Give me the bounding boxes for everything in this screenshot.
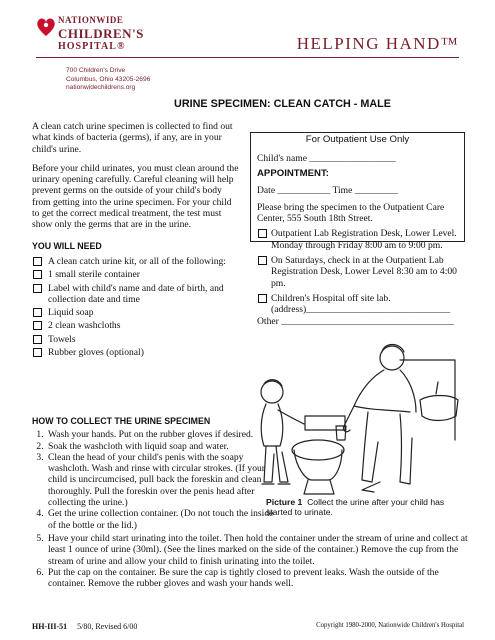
step-item: 2. Soak the washcloth with liquid soap and water. xyxy=(46,441,280,452)
org-line-2: CHILDREN'S xyxy=(58,26,144,41)
need-item: Liquid soap xyxy=(32,307,240,318)
parent-and-child-illustration xyxy=(250,330,460,500)
figure-caption xyxy=(266,497,466,517)
howto-steps-continued xyxy=(32,533,470,589)
figure-label: Picture 1 xyxy=(266,497,303,507)
checkbox-icon xyxy=(33,257,42,266)
header-divider xyxy=(36,57,459,58)
checkbox-icon xyxy=(33,308,42,317)
address-line: 700 Children's Drive xyxy=(66,67,126,74)
step-item: 1. Wash your hands. Put on the rubber gloves if desired. xyxy=(46,429,280,440)
bring-specimen-text: Please bring the specimen to the Outpatient Care Center, 555 South 18th Street. xyxy=(257,201,445,225)
checkbox-icon xyxy=(33,284,42,293)
document-code: HH-III-51 xyxy=(32,622,68,631)
checkbox-icon xyxy=(33,270,42,279)
need-item: 1 small sterile container xyxy=(32,269,240,280)
date-time-field: Date ___________ Time _________ xyxy=(257,184,398,196)
outpatient-heading: For Outpatient Use Only xyxy=(305,134,410,145)
howto-heading: HOW TO COLLECT THE URINE SPECIMEN xyxy=(32,416,211,426)
org-line-3: HOSPITAL® xyxy=(58,41,126,52)
checkbox-icon xyxy=(258,294,267,303)
step-item: 5. Have your child start urinating into the toilet. Then hold the container under the stream of urine and collect at least 1 ounce of urine (30ml). (See the lines marked on the side of the container.) Remove the cup from the stream of urine and allow your child to finish urinating into the toilet. xyxy=(46,533,470,567)
brand-title: HELPING HAND™ xyxy=(296,34,459,53)
location-option: On Saturdays, check in at the Outpatient Lab Registration Desk, Lower Level 8:30 am to 4:00 pm. xyxy=(257,255,457,289)
checkbox-icon xyxy=(33,321,42,330)
need-item: A clean catch urine kit, or all of the following: xyxy=(32,256,240,267)
page-footer xyxy=(32,622,464,631)
copyright-text: Copyright 1980-2000, Nationwide Children's Hospital xyxy=(316,622,464,629)
outpatient-column xyxy=(257,153,457,331)
location-option: Outpatient Lab Registration Desk, Lower Level. Monday through Friday 8:00 am to 9:00 pm. xyxy=(257,228,457,251)
appointment-heading: APPOINTMENT: xyxy=(257,168,329,180)
need-item: Towels xyxy=(32,334,240,345)
need-item: Rubber gloves (optional) xyxy=(32,347,240,358)
step-item: 4. Get the urine collection container. (Do not touch the inside of the bottle or the lid.) xyxy=(46,508,280,531)
howto-section xyxy=(32,416,280,531)
intro-paragraph: Before your child urinates, you must clean around the urinary opening carefully. Careful cleaning will help prevent germs on the outside of your child's body from getting into the urine specimen. For your child to get the correct medical treatment, the test must show only the germs that are in the urine. xyxy=(32,162,239,231)
checkbox-icon xyxy=(33,348,42,357)
intro-paragraph: A clean catch urine specimen is collected to find out what kinds of bacteria (germs), if any, are in your child's urine. xyxy=(32,121,233,155)
figure-caption-text: Collect the urine after your child has started to urinate. xyxy=(266,497,445,517)
address-line: nationwidechildrens.org xyxy=(66,84,136,92)
step-item: 3. Clean the head of your child's penis with the soapy washcloth. Wash and rinse with circular strokes. (If your child is uncircumcised, pull back the foreskin and clean thoroughly. Pull the foreskin over the penis head after collecting the urine.) xyxy=(46,452,280,508)
revision-date: 5/80, Revised 6/00 xyxy=(77,622,138,631)
need-item: Label with child's name and date of birth, and collection date and time xyxy=(32,283,240,306)
need-item: 2 clean washcloths xyxy=(32,320,240,331)
step-item: 6. Put the cap on the container. Be sure the cap is tightly closed to prevent leaks. Wash the outside of the container. Remove the rubber gloves and wash your hands well. xyxy=(46,567,470,590)
org-line-1: NATIONWIDE xyxy=(58,15,124,25)
other-field: Other ____________________________________ xyxy=(257,315,454,327)
hospital-address xyxy=(66,67,150,93)
checkbox-icon xyxy=(258,229,267,238)
howto-steps xyxy=(32,429,280,531)
location-option: Children's Hospital off site lab. (address)______________________________ xyxy=(257,293,457,316)
checkbox-icon xyxy=(258,256,267,265)
childs-name-field: Child's name __________________ xyxy=(257,153,396,164)
hospital-logo xyxy=(36,10,186,60)
heart-icon xyxy=(36,16,56,38)
need-heading: YOU WILL NEED xyxy=(32,240,102,251)
intro-column xyxy=(32,121,240,360)
checkbox-icon xyxy=(33,335,42,344)
address-line: Columbus, Ohio 43205-2696 xyxy=(66,75,151,83)
page-title: URINE SPECIMEN: CLEAN CATCH - MALE xyxy=(174,98,391,110)
